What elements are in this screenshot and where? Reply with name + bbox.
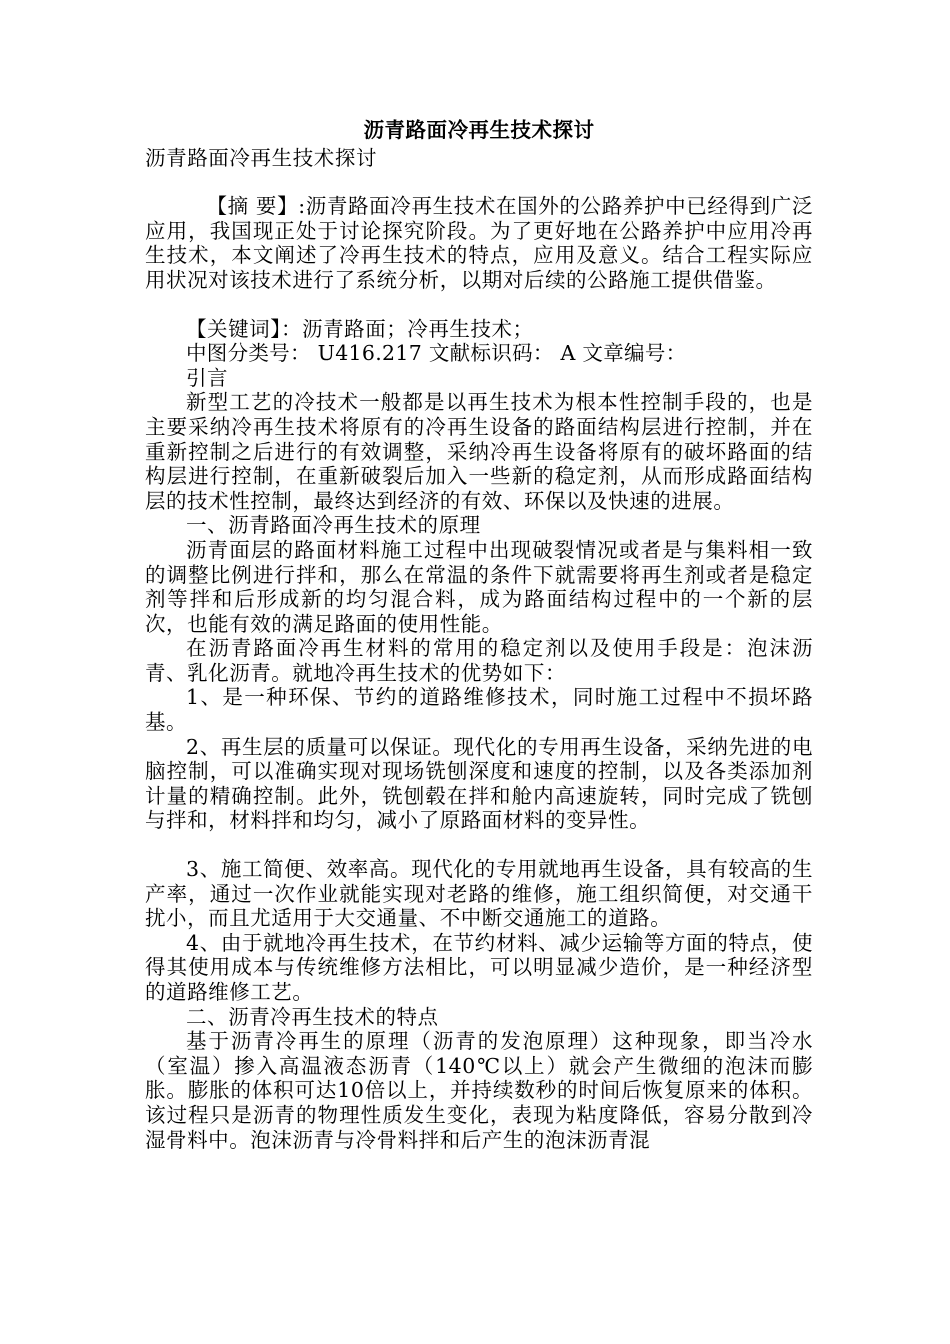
intro-heading: 引言 — [186, 365, 229, 390]
advantage-item-1: 1、是一种环保、节约的道路维修技术，同时施工过程中不损坏路基。 — [145, 685, 813, 735]
section1-paragraph-1: 沥青面层的路面材料施工过程中出现破裂情况或者是与集料相一致的调整比例进行拌和，那么在常温的条件下就需要将再生剂或者是稳定剂等拌和后形成新的均匀混合料，成为路面结构过程中的一个新的层次，也能有效的满足路面的使用性能。 — [145, 537, 813, 636]
keywords-line: 【关键词】：沥青路面；冷再生技术； — [186, 316, 534, 341]
classification-line: 中图分类号： U416.217 文献标识码： A 文章编号： — [186, 341, 687, 366]
blank-line — [145, 833, 813, 857]
document-title: 沥青路面冷再生技术探讨 — [363, 118, 595, 142]
blank-line — [145, 293, 813, 317]
abstract-paragraph: 【摘 要】:沥青路面冷再生技术在国外的公路养护中已经得到广泛应用，我国现正处于讨论探究阶段。为了更好地在公路养护中应用冷再生技术，本文阐述了冷再生技术的特点，应用及意义。结合工程实际应用状况对该技术进行了系统分析，以期对后续的公路施工提供借鉴。 — [145, 194, 813, 292]
section1-heading: 一、沥青路面冷再生技术的原理 — [186, 513, 481, 538]
advantage-item-2: 2、再生层的质量可以保证。现代化的专用再生设备，采纳先进的电脑控制，可以准确实现对现场铣刨深度和速度的控制，以及各类添加剂计量的精确控制。此外，铣刨毂在拌和舱内高速旋转，同时完成了铣刨与拌和，材料拌和均匀，减小了原路面材料的变异性。 — [145, 734, 813, 833]
advantage-item-3: 3、施工简便、效率高。现代化的专用就地再生设备，具有较高的生产率，通过一次作业就能实现对老路的维修，施工组织简便，对交通干扰小，而且尤适用于大交通量、不中断交通施工的道路。 — [145, 857, 813, 931]
advantage-item-4: 4、由于就地冷再生技术，在节约材料、减少运输等方面的特点，使得其使用成本与传统维修方法相比，可以明显减少造价，是一种经济型的道路维修工艺。 — [145, 930, 813, 1004]
document-subtitle: 沥青路面冷再生技术探讨 — [145, 145, 378, 170]
intro-paragraph: 新型工艺的冷技术一般都是以再生技术为根本性控制手段的，也是主要采纳冷再生技术将原有的冷再生设备的路面结构层进行控制，并在重新控制之后进行的有效调整，采纳冷再生设备将原有的破坏路面的结构层进行控制，在重新破裂后加入一些新的稳定剂，从而形成路面结构层的技术性控制，最终达到经济的有效、环保以及快速的进展。 — [145, 390, 813, 513]
document-page — [145, 118, 813, 1152]
section2-heading: 二、沥青冷再生技术的特点 — [186, 1004, 439, 1029]
blank-line — [145, 170, 813, 194]
section1-paragraph-2: 在沥青路面冷再生材料的常用的稳定剂以及使用手段是：泡沫沥青、乳化沥青。就地冷再生技术的优势如下： — [145, 636, 813, 685]
section2-paragraph-1: 基于沥青冷再生的原理（沥青的发泡原理）这种现象，即当冷水（室温）掺入高温液态沥青（140℃以上）就会产生微细的泡沫而膨胀。膨胀的体积可达10倍以上，并持续数秒的时间后恢复原来的体积。该过程只是沥青的物理性质发生变化，表现为粘度降低，容易分散到冷湿骨料中。泡沫沥青与冷骨料拌和后产生的泡沫沥青混 — [145, 1029, 813, 1152]
